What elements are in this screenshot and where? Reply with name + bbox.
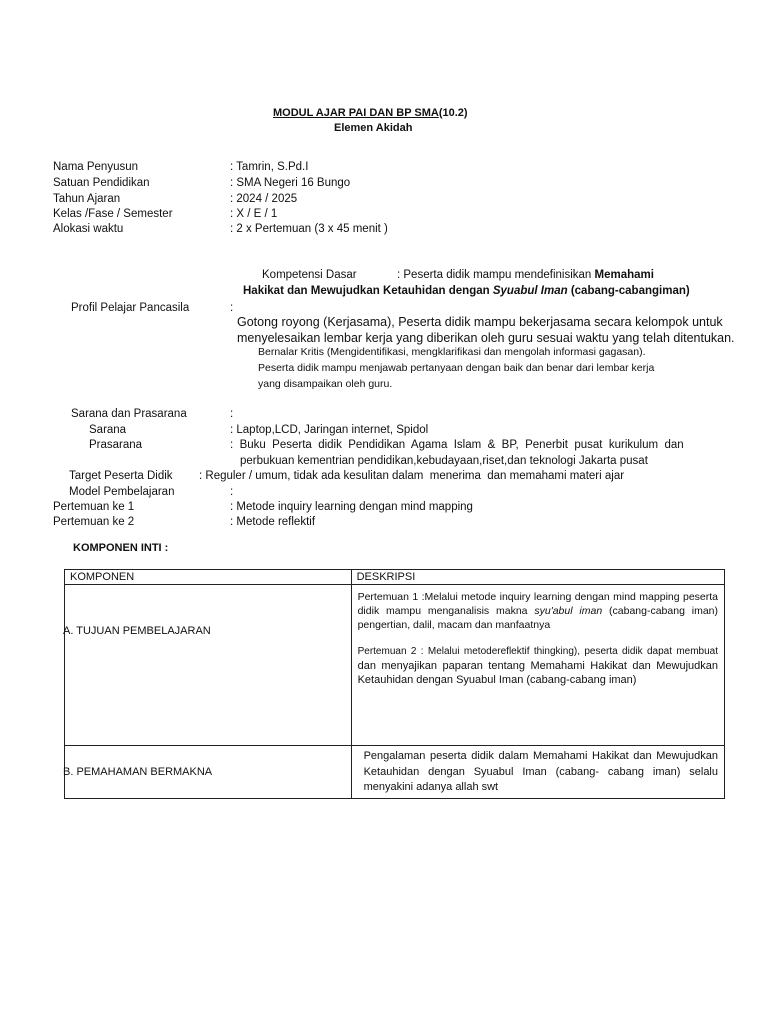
model-label: Model Pembelajaran bbox=[69, 486, 175, 498]
document-title bbox=[273, 107, 468, 119]
row-b-desc-cell bbox=[351, 746, 724, 799]
model-value: : bbox=[230, 486, 234, 498]
prasarana-line1: : Buku Peserta didik Pendidikan Agama Islam & BP, Penerbit pusat kurikulum dan bbox=[230, 439, 684, 451]
identity-value-4: : 2 x Pertemuan (3 x 45 menit ) bbox=[230, 223, 388, 235]
kompetensi-line2 bbox=[243, 284, 690, 298]
row-b-desc: Pengalaman peserta didik dalam Memahami Hakikat dan Mewujudkan Ketauhidan dengan Syuabul Iman (cabang- cabang iman) selalu menyakini adanya allah swt bbox=[363, 750, 718, 793]
row-a-p1-italic: syu'abul iman bbox=[534, 605, 603, 617]
sarana-section-label: Sarana dan Prasarana bbox=[71, 408, 187, 420]
row-a-p1-prefix: Pertemuan 1 :Melalui metode inquiry learning dengan mind mapping peserta didik mampu menganalisis makna bbox=[357, 591, 718, 617]
header-deskripsi: DESKRIPSI bbox=[351, 570, 724, 585]
profil-label: Profil Pelajar Pancasila bbox=[71, 302, 190, 314]
identity-value-3: : X / E / 1 bbox=[230, 208, 278, 220]
table-row bbox=[65, 746, 725, 799]
kompetensi-bold1: Memahami bbox=[594, 269, 654, 281]
kompetensi-italic: Syuabul Iman bbox=[492, 285, 568, 297]
header-komponen: KOMPONEN bbox=[65, 570, 352, 585]
identity-value-1: : SMA Negeri 16 Bungo bbox=[230, 177, 351, 189]
table-header-row bbox=[65, 570, 725, 585]
komponen-inti-heading: KOMPONEN INTI : bbox=[73, 542, 169, 554]
sarana-label: Sarana bbox=[89, 424, 127, 436]
pertemuan-label-2: Pertemuan ke 2 bbox=[53, 516, 135, 528]
pertemuan-value-1: : Metode inquiry learning dengan mind mapping bbox=[230, 501, 473, 513]
target-value: : Reguler / umum, tidak ada kesulitan dalam menerima dan memahami materi ajar bbox=[199, 470, 625, 482]
row-a-desc-cell bbox=[351, 585, 724, 746]
profil-line2: menyelesaikan lembar kerja yang diberikan oleh guru sesuai waktu yang telah ditentukan. bbox=[237, 331, 735, 345]
identity-value-0: : Tamrin, S.Pd.I bbox=[230, 161, 309, 173]
row-a-p1-suffix: (cabang-cabang iman) pengertian, dalil, macam dan manfaatnya bbox=[357, 605, 718, 631]
profil-line5: yang disampaikan oleh guru. bbox=[258, 378, 393, 390]
row-a-komponen-cell bbox=[65, 585, 352, 746]
prasarana-label: Prasarana bbox=[89, 439, 143, 451]
identity-label-1: Satuan Pendidikan bbox=[53, 177, 150, 189]
row-a-p2 bbox=[352, 642, 724, 689]
sarana-section-colon: : bbox=[230, 408, 234, 420]
table-row bbox=[65, 585, 725, 746]
sarana-value: : Laptop,LCD, Jaringan internet, Spidol bbox=[230, 424, 429, 436]
profil-colon: : bbox=[230, 302, 234, 314]
title-suffix: (10.2) bbox=[438, 107, 468, 119]
komponen-table bbox=[64, 569, 725, 799]
row-a-p2-prefix: Pertemuan 2 : Melalui metodereflektif thingking), peserta didik dapat membuat bbox=[357, 646, 718, 657]
kompetensi-line1 bbox=[397, 268, 654, 282]
kompetensi-label: Kompetensi Dasar bbox=[262, 269, 357, 281]
title-main: MODUL AJAR PAI DAN BP SMA bbox=[273, 107, 439, 119]
pertemuan-value-2: : Metode reflektif bbox=[230, 516, 316, 528]
identity-label-3: Kelas /Fase / Semester bbox=[53, 208, 173, 220]
row-b-komponen-cell bbox=[65, 746, 352, 799]
identity-label-0: Nama Penyusun bbox=[53, 161, 139, 173]
row-b-komponen: B. PEMAHAMAN BERMAKNA bbox=[63, 765, 213, 778]
pertemuan-label-1: Pertemuan ke 1 bbox=[53, 501, 135, 513]
document-subtitle: Elemen Akidah bbox=[334, 122, 413, 134]
target-label: Target Peserta Didik bbox=[69, 470, 173, 482]
kompetensi-bold2: Hakikat dan Mewujudkan Ketauhidan dengan bbox=[243, 285, 493, 297]
profil-line3: Bernalar Kritis (Mengidentifikasi, mengklarifikasi dan mengolah informasi gagasan). bbox=[258, 346, 646, 358]
profil-line4: Peserta didik mampu menjawab pertanyaan dengan baik dan benar dari lembar kerja bbox=[258, 362, 655, 374]
prasarana-line2: perbukuan kementrian pendidikan,kebudayaan,riset,dan teknologi Jakarta pusat bbox=[240, 455, 648, 467]
kompetensi-prefix: : Peserta didik mampu mendefinisikan bbox=[397, 269, 595, 281]
identity-label-2: Tahun Ajaran bbox=[53, 193, 121, 205]
profil-line1: Gotong royong (Kerjasama), Peserta didik mampu bekerjasama secara kelompok untuk bbox=[237, 315, 723, 329]
identity-value-2: : 2024 / 2025 bbox=[230, 193, 298, 205]
row-a-p2-rest: dan menyajikan paparan tentang Memahami Hakikat dan Mewujudkan Ketauhidan dengan Syuabul Iman (cabang-cabang iman) bbox=[357, 660, 718, 686]
row-a-komponen: A. TUJUAN PEMBELAJARAN bbox=[63, 625, 211, 637]
identity-label-4: Alokasi waktu bbox=[53, 223, 124, 235]
kompetensi-bold3: (cabang-cabangiman) bbox=[567, 285, 690, 297]
row-a-p1 bbox=[352, 588, 724, 634]
